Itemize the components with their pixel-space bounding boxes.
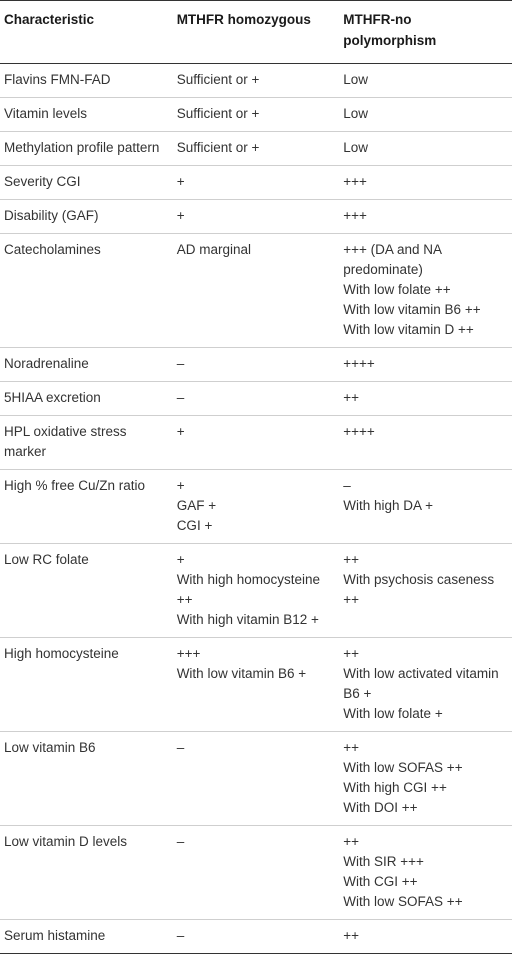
cell-line: Low xyxy=(343,106,369,121)
cell-line: With high DA + xyxy=(343,498,433,513)
cell-line: High homocysteine xyxy=(4,646,119,661)
cell-mthfr-homozygous xyxy=(173,200,340,234)
table-row xyxy=(0,732,512,826)
cell-line: + xyxy=(176,208,185,223)
cell-mthfr-no-polymorphism xyxy=(339,416,512,470)
cell-characteristic xyxy=(0,920,173,954)
cell-line: With DOI ++ xyxy=(343,800,418,815)
table-row xyxy=(0,200,512,234)
cell-line: Sufficient or + xyxy=(176,106,260,121)
cell-mthfr-homozygous xyxy=(173,826,340,920)
cell-line: – xyxy=(343,478,351,493)
cell-line: +++ xyxy=(343,208,367,223)
cell-line: With high CGI ++ xyxy=(343,780,447,795)
cell-line: With low vitamin B6 ++ xyxy=(343,302,481,317)
cell-line: – xyxy=(176,356,185,371)
cell-characteristic xyxy=(0,64,173,98)
cell-characteristic xyxy=(0,470,173,544)
cell-line: Serum histamine xyxy=(4,928,106,943)
cell-line: With low vitamin D ++ xyxy=(343,322,474,337)
cell-line: Low xyxy=(343,140,369,155)
table-body xyxy=(0,64,512,954)
cell-mthfr-no-polymorphism xyxy=(339,732,512,826)
cell-characteristic xyxy=(0,732,173,826)
cell-line: 5HIAA excretion xyxy=(4,390,101,405)
cell-line: Low vitamin B6 xyxy=(4,740,96,755)
cell-characteristic xyxy=(0,166,173,200)
cell-line: ++ xyxy=(343,592,360,607)
cell-mthfr-homozygous xyxy=(173,638,340,732)
cell-mthfr-homozygous xyxy=(173,470,340,544)
cell-line: Low vitamin D levels xyxy=(4,834,128,849)
cell-line: – xyxy=(176,834,185,849)
cell-line: ++++ xyxy=(343,356,375,371)
cell-mthfr-homozygous xyxy=(173,544,340,638)
cell-line: marker xyxy=(4,444,47,459)
table-row xyxy=(0,234,512,348)
cell-mthfr-homozygous xyxy=(173,64,340,98)
cell-mthfr-no-polymorphism xyxy=(339,64,512,98)
cell-line: +++ xyxy=(343,174,367,189)
table-row xyxy=(0,470,512,544)
cell-line: With low vitamin B6 + xyxy=(176,666,307,681)
table-row xyxy=(0,920,512,954)
cell-line: +++ xyxy=(176,646,201,661)
cell-mthfr-no-polymorphism xyxy=(339,200,512,234)
cell-line: ++ xyxy=(343,928,360,943)
cell-line: +++ (DA and NA xyxy=(343,242,442,257)
cell-mthfr-no-polymorphism xyxy=(339,166,512,200)
cell-mthfr-no-polymorphism xyxy=(339,826,512,920)
cell-mthfr-no-polymorphism xyxy=(339,544,512,638)
cell-line: Methylation profile pattern xyxy=(4,140,160,155)
cell-mthfr-homozygous xyxy=(173,98,340,132)
cell-line: Vitamin levels xyxy=(4,106,88,121)
cell-line: + xyxy=(176,478,185,493)
cell-mthfr-no-polymorphism xyxy=(339,98,512,132)
cell-line: ++ xyxy=(343,740,360,755)
cell-line: – xyxy=(176,740,185,755)
cell-characteristic xyxy=(0,98,173,132)
cell-line: Sufficient or + xyxy=(176,140,260,155)
cell-line: – xyxy=(176,928,185,943)
table-row xyxy=(0,132,512,166)
cell-line: High % free Cu/Zn ratio xyxy=(4,478,146,493)
table-row xyxy=(0,166,512,200)
cell-mthfr-no-polymorphism xyxy=(339,234,512,348)
cell-characteristic xyxy=(0,638,173,732)
cell-mthfr-homozygous xyxy=(173,732,340,826)
cell-characteristic xyxy=(0,234,173,348)
cell-line: With psychosis caseness xyxy=(343,572,495,587)
cell-line: ++ xyxy=(343,834,360,849)
cell-line: CGI + xyxy=(176,518,213,533)
cell-line: B6 + xyxy=(343,686,372,701)
cell-mthfr-no-polymorphism xyxy=(339,470,512,544)
table-header xyxy=(0,1,512,64)
header-characteristic: Characteristic xyxy=(4,12,95,27)
table-row xyxy=(0,826,512,920)
cell-line: Disability (GAF) xyxy=(4,208,99,223)
cell-line: Low RC folate xyxy=(4,552,89,567)
cell-line: ++ xyxy=(343,390,360,405)
header-mthfr-homozygous: MTHFR homozygous xyxy=(176,12,311,27)
cell-line: ++++ xyxy=(343,424,375,439)
cell-mthfr-homozygous xyxy=(173,920,340,954)
cell-line: ++ xyxy=(343,552,360,567)
cell-line: predominate) xyxy=(343,262,423,277)
cell-line: With CGI ++ xyxy=(343,874,418,889)
header-mthfr-no-polymorphism: MTHFR-no polymorphism xyxy=(343,12,437,48)
table-row xyxy=(0,416,512,470)
cell-mthfr-homozygous xyxy=(173,132,340,166)
table-row xyxy=(0,348,512,382)
cell-mthfr-no-polymorphism xyxy=(339,382,512,416)
cell-mthfr-no-polymorphism xyxy=(339,920,512,954)
cell-line: With low folate + xyxy=(343,706,443,721)
cell-line: HPL oxidative stress xyxy=(4,424,127,439)
cell-line: ++ xyxy=(343,646,360,661)
cell-characteristic xyxy=(0,382,173,416)
cell-characteristic xyxy=(0,544,173,638)
cell-mthfr-homozygous xyxy=(173,166,340,200)
cell-characteristic xyxy=(0,132,173,166)
cell-line: – xyxy=(176,390,185,405)
cell-line: + xyxy=(176,174,185,189)
cell-line: With high vitamin B12 + xyxy=(176,612,319,627)
cell-characteristic xyxy=(0,348,173,382)
cell-line: With low folate ++ xyxy=(343,282,451,297)
cell-line: Catecholamines xyxy=(4,242,101,257)
cell-line: Noradrenaline xyxy=(4,356,89,371)
cell-characteristic xyxy=(0,200,173,234)
cell-line: + xyxy=(176,424,185,439)
cell-line: GAF + xyxy=(176,498,217,513)
cell-line: Severity CGI xyxy=(4,174,81,189)
cell-line: With low SOFAS ++ xyxy=(343,760,463,775)
cell-line: With high homocysteine xyxy=(176,572,321,587)
cell-line: Flavins FMN-FAD xyxy=(4,72,111,87)
cell-mthfr-homozygous xyxy=(173,382,340,416)
cell-line: ++ xyxy=(176,592,193,607)
table-row xyxy=(0,544,512,638)
cell-line: With SIR +++ xyxy=(343,854,424,869)
table-row xyxy=(0,64,512,98)
cell-line: With low SOFAS ++ xyxy=(343,894,463,909)
cell-line: + xyxy=(176,552,185,567)
cell-mthfr-no-polymorphism xyxy=(339,132,512,166)
cell-line: With low activated vitamin xyxy=(343,666,499,681)
cell-mthfr-homozygous xyxy=(173,348,340,382)
cell-line: Low xyxy=(343,72,369,87)
cell-line: AD marginal xyxy=(176,242,251,257)
table-row xyxy=(0,98,512,132)
cell-mthfr-no-polymorphism xyxy=(339,638,512,732)
cell-mthfr-homozygous xyxy=(173,416,340,470)
cell-mthfr-homozygous xyxy=(173,234,340,348)
cell-characteristic xyxy=(0,826,173,920)
table-row xyxy=(0,638,512,732)
table-row xyxy=(0,382,512,416)
cell-line: Sufficient or + xyxy=(176,72,260,87)
cell-characteristic xyxy=(0,416,173,470)
header-row xyxy=(0,1,512,64)
cell-mthfr-no-polymorphism xyxy=(339,348,512,382)
